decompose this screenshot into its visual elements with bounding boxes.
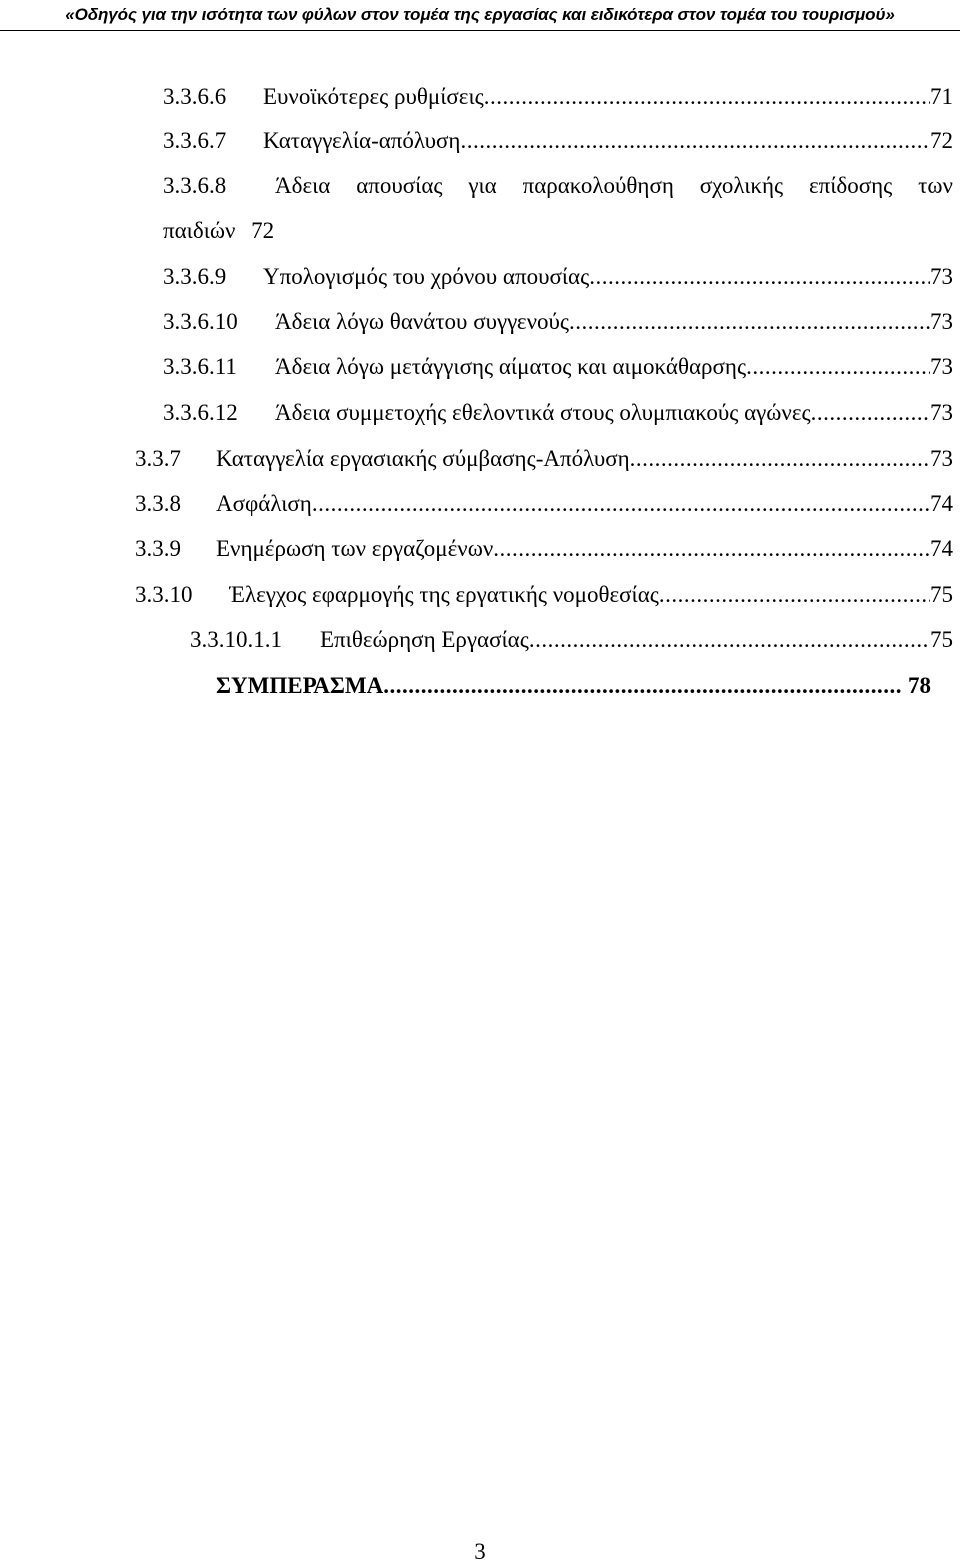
toc-entry-title: Υπολογισμός του χρόνου απουσίας [263,264,590,289]
toc-entry-body [263,81,953,113]
toc-entry-page: 75 [930,627,953,652]
toc-title-word: επίδοσης [808,173,893,198]
toc-dot-leader [312,488,930,520]
toc-entry-number: 3.3.6.8 [163,173,227,198]
toc-entry-title: Ενημέρωση των εργαζομένων [216,536,494,561]
toc-entry-title: Ευνοϊκότερες ρυθμίσεις [263,84,484,109]
toc-entry[interactable] [163,170,953,202]
toc-entry-page: 73 [930,400,953,425]
toc-entry-number: 3.3.9 [135,536,181,561]
toc-entry[interactable] [163,351,953,383]
toc-entry-body [229,579,953,611]
toc-entry-body [216,443,953,475]
toc-entry[interactable] [163,397,953,429]
toc-entry-body [216,488,953,520]
toc-dot-leader [484,81,930,113]
toc-entry-title: Άδεια λόγω μετάγγισης αίματος και αιμοκάθαρσης [275,354,747,379]
toc-dot-leader [493,533,930,565]
page-number: 3 [474,1539,486,1564]
toc-title-word: για [468,173,497,198]
toc-title-word: Άδεια [275,173,331,198]
toc-dot-leader [659,579,930,611]
toc-entry-body [216,533,953,565]
toc-entry-number: 3.3.6.11 [163,354,237,379]
toc-entry-page: 71 [930,84,953,109]
toc-entry-number: 3.3.6.7 [163,128,227,153]
toc-entry-number: 3.3.8 [135,491,181,516]
toc-entry-page: 73 [930,264,953,289]
toc-entry-number: 3.3.6.12 [163,400,238,425]
toc-entry-page: 75 [930,582,953,607]
toc-entry[interactable] [163,81,953,113]
toc-entry-title: Καταγγελία εργασιακής σύμβασης-Απόλυση [216,446,630,471]
toc-entry[interactable] [190,624,953,656]
toc-title-word: απουσίας [356,173,443,198]
toc-dot-leader [811,397,930,429]
toc-entry-page: 73 [930,446,953,471]
header-divider [0,30,960,31]
toc-entry-number: 3.3.6.10 [163,309,238,334]
toc-dot-leader [630,443,930,475]
toc-entry[interactable] [135,533,953,565]
toc-dot-leader [746,351,930,383]
toc-dot-leader [529,624,930,656]
toc-entry-title: Επιθεώρηση Εργασίας [320,627,529,652]
toc-entry[interactable] [163,261,953,293]
toc-entry-page: 72 [930,128,953,153]
toc-title-word: σχολικής [699,173,784,198]
toc-entry-continuation [163,215,274,247]
toc-entry-number: 3.3.7 [135,446,181,471]
toc-entry-conclusion[interactable] [216,670,931,702]
toc-entry-number: 3.3.10 [135,582,193,607]
toc-dot-leader [589,261,930,293]
toc-entry-page: 73 [930,354,953,379]
toc-dot-leader [569,306,930,338]
running-header: «Οδηγός για την ισότητα των φύλων στον τομέα της εργασίας και ειδικότερα στον τομέα του τουρισμού» [65,5,895,24]
toc-entry-body [216,670,931,702]
toc-entry-body [275,351,953,383]
toc-entry[interactable] [135,443,953,475]
toc-entry-body [320,624,953,656]
toc-entry-body [275,306,953,338]
toc-entry-title: Ασφάλιση [216,491,312,516]
toc-entry-title [275,170,953,202]
toc-entry-title: Καταγγελία-απόλυση [263,128,461,153]
toc-entry-page: 72 [251,218,275,243]
toc-entry-body [275,397,953,429]
toc-entry-body [263,261,953,293]
toc-entry[interactable] [135,579,953,611]
toc-entry-title: Έλεγχος εφαρμογής της εργατικής νομοθεσίας [229,582,659,607]
toc-entry-body [263,125,953,157]
toc-entry-page: 73 [930,309,953,334]
toc-entry-page: 78 [902,673,931,698]
toc-entry-page: 74 [930,536,953,561]
toc-entry-title-continued: παιδιών [163,218,236,243]
toc-entry[interactable] [163,306,953,338]
toc-entry-number: 3.3.6.9 [163,264,227,289]
toc-title-word: παρακολούθηση [522,173,674,198]
toc-entry[interactable] [135,488,953,520]
toc-entry-title: ΣΥΜΠΕΡΑΣΜΑ [216,673,384,698]
toc-title-word: των [918,173,953,198]
toc-entry-title: Άδεια λόγω θανάτου συγγενούς [275,309,569,334]
toc-entry-page: 74 [930,491,953,516]
toc-entry-title: Άδεια συμμετοχής εθελοντικά στους ολυμπιακούς αγώνες [275,400,811,425]
toc-entry-number: 3.3.10.1.1 [190,627,282,652]
toc-dot-leader [460,125,930,157]
toc-entry[interactable] [163,125,953,157]
toc-dot-leader [383,670,902,702]
toc-entry-number: 3.3.6.6 [163,84,227,109]
